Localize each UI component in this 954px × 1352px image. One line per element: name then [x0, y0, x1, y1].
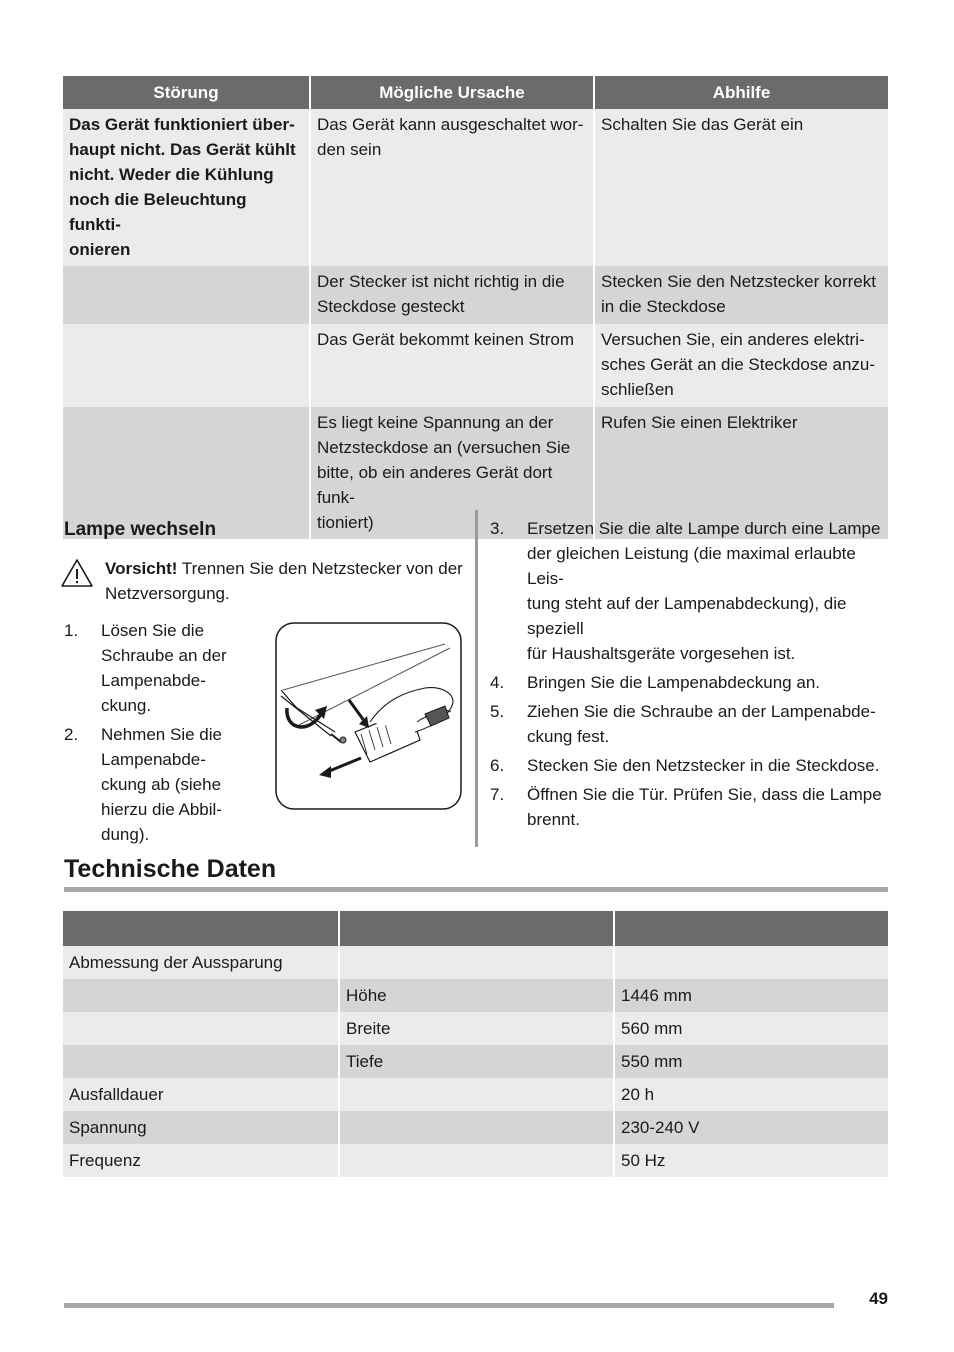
ursache-cell: [309, 109, 593, 266]
steps-list-left: [64, 618, 264, 851]
table-cell: Abmessung der Aussparung: [63, 946, 338, 979]
header-abhilfe: Abhilfe: [593, 76, 888, 109]
text-line: Das Gerät bekommt keinen Strom: [317, 330, 574, 349]
abhilfe-cell: [593, 266, 888, 324]
step-number: 4.: [490, 673, 505, 692]
step-number: 3.: [490, 519, 505, 538]
text-line: Lösen Sie die: [101, 621, 205, 640]
header-cell: [338, 911, 613, 946]
abhilfe-cell: [593, 109, 888, 266]
text-line: Schraube an der: [101, 646, 227, 665]
column-divider: [475, 510, 478, 847]
table-row: [63, 979, 888, 1012]
warning-line: Trennen Sie den Netzstecker von der: [181, 559, 463, 578]
text-line: [105, 556, 465, 581]
table-row: [63, 1144, 888, 1177]
text-line: Das Gerät kann ausgeschaltet wor-: [317, 115, 584, 134]
stoerung-cell: [63, 324, 309, 407]
text-line: den sein: [317, 140, 382, 159]
list-item: [490, 782, 890, 832]
table-cell: 1446 mm: [613, 979, 888, 1012]
step-number: 6.: [490, 756, 505, 775]
list-item: [490, 753, 890, 778]
table-cell: 550 mm: [613, 1045, 888, 1078]
section-title-technische-daten: Technische Daten: [64, 855, 277, 883]
table-row: [63, 324, 888, 407]
text-line: Nehmen Sie die: [101, 725, 222, 744]
text-line: brennt.: [527, 810, 580, 829]
table-row: [63, 109, 888, 266]
text-line: Es liegt keine Spannung an der: [317, 413, 554, 432]
table-cell: 230-240 V: [613, 1111, 888, 1144]
table-cell: 560 mm: [613, 1012, 888, 1045]
list-item: [64, 618, 264, 718]
list-item: [490, 516, 890, 666]
table-cell: [63, 1045, 338, 1078]
table-cell: [338, 1111, 613, 1144]
table-row: [63, 1111, 888, 1144]
table-row: [63, 1012, 888, 1045]
table-cell: Höhe: [338, 979, 613, 1012]
title-rule: [64, 887, 888, 892]
section-heading-lampe: Lampe wechseln: [64, 519, 217, 540]
table-row: [63, 1045, 888, 1078]
table-row: [63, 266, 888, 324]
table-cell: [613, 946, 888, 979]
header-ursache: Mögliche Ursache: [309, 76, 593, 109]
text-line: Versuchen Sie, ein anderes elektri-: [601, 330, 865, 349]
table-cell: [338, 946, 613, 979]
header-cell: [613, 911, 888, 946]
table-cell: Breite: [338, 1012, 613, 1045]
technical-data-table: [63, 911, 888, 1177]
table-row: [63, 1078, 888, 1111]
stoerung-cell: [63, 266, 309, 324]
text-line: nicht. Weder die Kühlung: [69, 165, 274, 184]
step-number: 5.: [490, 702, 505, 721]
text-line: ckung ab (siehe: [101, 775, 222, 794]
text-line: für Haushaltsgeräte vorgesehen ist.: [527, 644, 796, 663]
list-item: [64, 722, 264, 847]
text-line: schließen: [601, 380, 674, 399]
table-cell: [338, 1078, 613, 1111]
text-line: tung steht auf der Lampenabdeckung), die speziell: [527, 594, 847, 638]
table-cell: Frequenz: [63, 1144, 338, 1177]
text-line: Ziehen Sie die Schraube an der Lampenabde-: [527, 702, 876, 721]
text-line: Netzsteckdose an (versuchen Sie: [317, 438, 571, 457]
table-cell: Ausfalldauer: [63, 1078, 338, 1111]
text-line: hierzu die Abbil-: [101, 800, 222, 819]
text-line: Lampenabde-: [101, 750, 206, 769]
list-item: [490, 670, 890, 695]
table-cell: Spannung: [63, 1111, 338, 1144]
text-line: Lampenabde-: [101, 671, 206, 690]
text-line: noch die Beleuchtung funkti-: [69, 190, 247, 234]
text-line: Stecken Sie den Netzstecker in die Steckdose.: [527, 756, 880, 775]
text-line: Öffnen Sie die Tür. Prüfen Sie, dass die Lampe: [527, 785, 882, 804]
table-header-row: [63, 76, 888, 109]
text-line: tioniert): [317, 513, 374, 532]
text-line: Das Gerät funktioniert über-: [69, 115, 295, 134]
text-line: Stecken Sie den Netzstecker korrekt: [601, 272, 876, 291]
text-line: Bringen Sie die Lampenabdeckung an.: [527, 673, 820, 692]
table-row: [63, 946, 888, 979]
text-line: haupt nicht. Das Gerät kühlt: [69, 140, 296, 159]
stoerung-cell: [63, 109, 309, 266]
table-cell: 20 h: [613, 1078, 888, 1111]
text-line: ckung.: [101, 696, 152, 715]
text-line: onieren: [69, 240, 131, 259]
text-line: der gleichen Leistung (die maximal erlaubte Leis-: [527, 544, 856, 588]
table-cell: Tiefe: [338, 1045, 613, 1078]
text-line: sches Gerät an die Steckdose anzu-: [601, 355, 876, 374]
ursache-cell: [309, 324, 593, 407]
text-line: Der Stecker ist nicht richtig in die: [317, 272, 565, 291]
step-number: 1.: [64, 621, 79, 640]
text-line: Ersetzen Sie die alte Lampe durch eine Lampe: [527, 519, 881, 538]
header-stoerung: Störung: [63, 76, 309, 109]
table-cell: [63, 979, 338, 1012]
warning-text: [105, 556, 465, 606]
text-line: Rufen Sie einen Elektriker: [601, 413, 798, 432]
text-line: Netzversorgung.: [105, 584, 230, 603]
warning-triangle-icon: [60, 558, 94, 588]
troubleshooting-table: [63, 76, 888, 539]
ursache-cell: [309, 266, 593, 324]
warning-label: Vorsicht!: [105, 559, 178, 578]
text-line: Schalten Sie das Gerät ein: [601, 115, 804, 134]
lamp-cover-removal-illustration: [275, 622, 462, 810]
list-item: [490, 699, 890, 749]
step-number: 7.: [490, 785, 505, 804]
text-line: Steckdose gesteckt: [317, 297, 465, 316]
abhilfe-cell: [593, 324, 888, 407]
table-cell: [63, 1012, 338, 1045]
step-number: 2.: [64, 725, 79, 744]
table-cell: [338, 1144, 613, 1177]
text-line: ckung fest.: [527, 727, 610, 746]
footer-rule: [64, 1303, 834, 1308]
header-cell: [63, 911, 338, 946]
text-line: in die Steckdose: [601, 297, 726, 316]
steps-list-right: [490, 516, 890, 836]
table-header-row: [63, 911, 888, 946]
text-line: dung).: [101, 825, 150, 844]
page-number: 49: [869, 1289, 888, 1308]
table-cell: 50 Hz: [613, 1144, 888, 1177]
text-line: bitte, ob ein anderes Gerät dort funk-: [317, 463, 553, 507]
